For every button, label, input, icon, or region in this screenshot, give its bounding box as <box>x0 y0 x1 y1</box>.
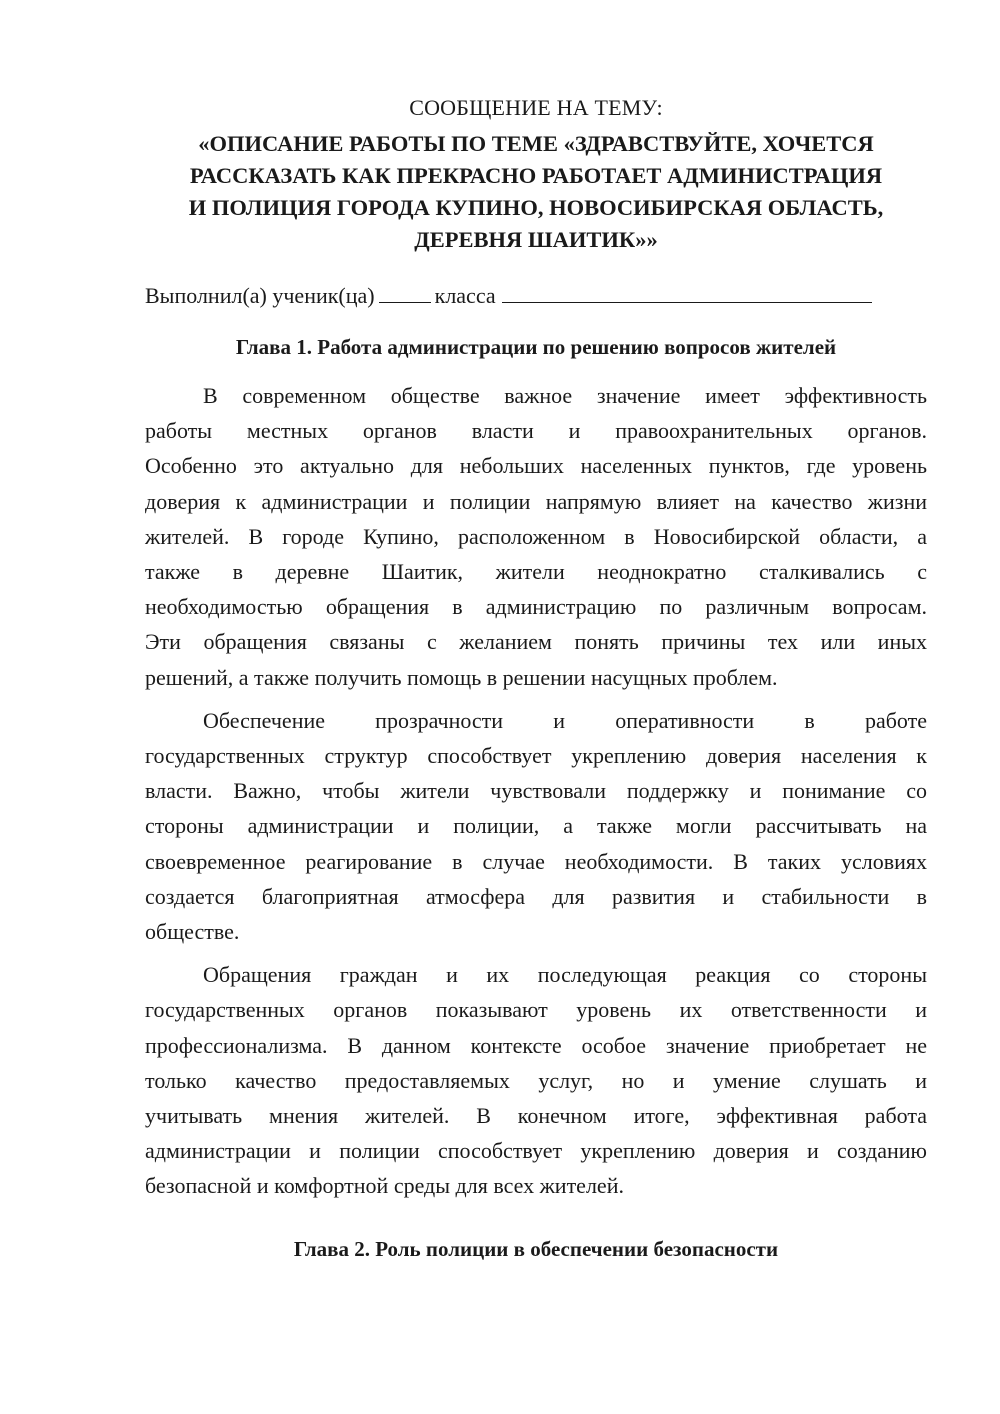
author-class-label: класса <box>434 283 496 308</box>
paragraph-line: стороны администрации и полиции, а также могли рассчитывать на <box>145 813 927 839</box>
paragraph-line: администрации и полиции способствует укреплению доверия и созданию <box>145 1138 927 1164</box>
paragraph-2 <box>145 703 927 949</box>
paragraph-line: Обеспечение прозрачности и оперативности в работе <box>203 707 927 733</box>
paragraph-line: Особенно это актуально для небольших населенных пунктов, где уровень <box>145 453 927 479</box>
paragraph-line: профессионализма. В данном контексте особое значение приобретает не <box>145 1032 927 1058</box>
document-page <box>145 92 927 1280</box>
paragraph-line: решений, а также получить помощь в решении насущных проблем. <box>145 664 778 690</box>
class-number-blank <box>379 280 431 303</box>
paragraph-line: создается благоприятная атмосфера для развития и стабильности в <box>145 883 927 909</box>
paragraph-1 <box>145 378 927 695</box>
paragraph-3 <box>145 957 927 1203</box>
paragraph-line: жителей. В городе Купино, расположенном в Новосибирской области, а <box>145 523 927 549</box>
paragraph-line: работы местных органов власти и правоохранительных органов. <box>145 418 927 444</box>
paragraph-line: власти. Важно, чтобы жители чувствовали поддержку и понимание со <box>145 778 927 804</box>
paragraph-line: доверия к администрации и полиции напрямую влияет на качество жизни <box>145 488 927 514</box>
paragraph-line: безопасной и комфортной среды для всех жителей. <box>145 1173 624 1199</box>
paragraph-line: государственных структур способствует укреплению доверия населения к <box>145 743 927 769</box>
chapter-2-heading: Глава 2. Роль полиции в обеспечении безопасности <box>293 1236 779 1261</box>
author-prefix: Выполнил(а) ученик(ца) <box>145 283 375 308</box>
chapter-1-heading: Глава 1. Работа администрации по решению вопросов жителей <box>235 335 837 359</box>
paragraph-line: В современном обществе важное значение имеет эффективность <box>203 383 927 408</box>
title-line: ДЕРЕВНЯ ШАИТИК»» <box>414 227 658 252</box>
paragraph-line: также в деревне Шаитик, жители неоднократно сталкивались с <box>145 559 927 585</box>
title-line: РАССКАЗАТЬ КАК ПРЕКРАСНО РАБОТАЕТ АДМИНИСТРАЦИЯ <box>189 163 883 188</box>
title-line: И ПОЛИЦИЯ ГОРОДА КУПИНО, НОВОСИБИРСКАЯ ОБЛАСТЬ, <box>188 195 884 220</box>
paragraph-line: Эти обращения связаны с желанием понять причины тех или иных <box>145 629 927 655</box>
author-line <box>145 280 927 312</box>
paragraph-line: необходимостью обращения в администрацию по различным вопросам. <box>145 594 927 620</box>
paragraph-line: обществе. <box>145 919 240 945</box>
document-title <box>145 128 927 256</box>
author-name-blank <box>502 280 872 303</box>
paragraph-line: своевременное реагирование в случае необходимости. В таких условиях <box>145 848 927 874</box>
paragraph-line: только качество предоставляемых услуг, но и умение слушать и <box>145 1067 927 1093</box>
paragraph-line: государственных органов показывают уровень их ответственности и <box>145 997 927 1023</box>
paragraph-line: Обращения граждан и их последующая реакция со стороны <box>203 962 927 988</box>
paragraph-line: учитывать мнения жителей. В конечном итоге, эффективная работа <box>145 1103 927 1129</box>
document-header: СООБЩЕНИЕ НА ТЕМУ: <box>409 95 663 120</box>
title-line: «ОПИСАНИЕ РАБОТЫ ПО ТЕМЕ «ЗДРАВСТВУЙТЕ, ХОЧЕТСЯ <box>198 131 874 156</box>
